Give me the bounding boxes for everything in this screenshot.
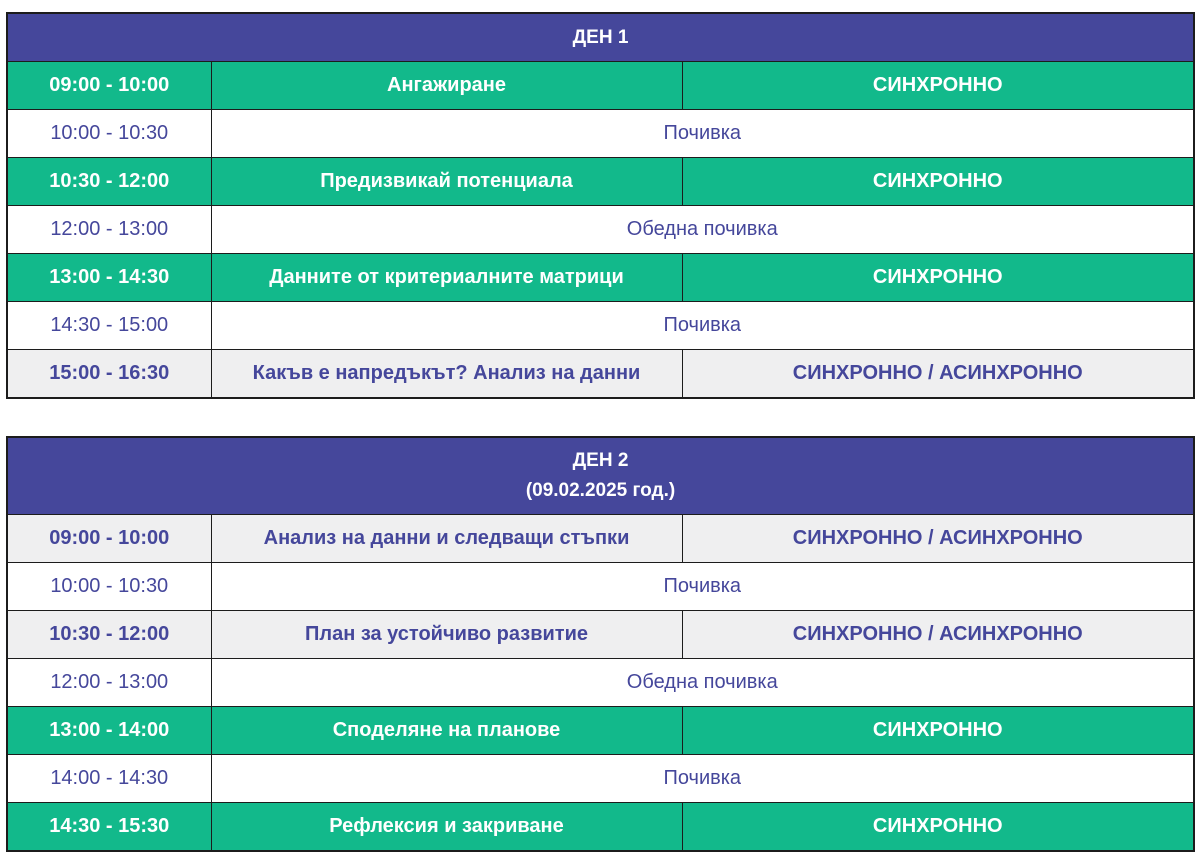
day1-title-text: ДЕН 1: [572, 26, 629, 48]
time-slot: 12:00 - 13:00: [7, 659, 211, 707]
day1-title: [7, 13, 1194, 62]
time-slot: 13:00 - 14:00: [7, 707, 211, 755]
schedule-row: [7, 158, 1194, 206]
break-label: Почивка: [211, 110, 1194, 158]
schedule-row: [7, 350, 1194, 399]
delivery-mode: СИНХРОННО: [682, 254, 1194, 302]
schedule-row: [7, 659, 1194, 707]
day2-date: (09.02.2025 год.): [525, 480, 676, 501]
break-label: Обедна почивка: [211, 206, 1194, 254]
time-slot: 14:00 - 14:30: [7, 755, 211, 803]
day2-rows: [7, 515, 1194, 852]
activity-title: Ангажиране: [211, 62, 682, 110]
delivery-mode: СИНХРОННО: [682, 158, 1194, 206]
time-slot: 15:00 - 16:30: [7, 350, 211, 399]
time-slot: 10:00 - 10:30: [7, 110, 211, 158]
schedule-row: [7, 302, 1194, 350]
time-slot: 14:30 - 15:30: [7, 803, 211, 852]
delivery-mode: СИНХРОННО / АСИНХРОННО: [682, 611, 1194, 659]
delivery-mode: СИНХРОННО: [682, 62, 1194, 110]
break-label: Почивка: [211, 755, 1194, 803]
schedule-row: [7, 110, 1194, 158]
schedule-row: [7, 563, 1194, 611]
activity-title: Споделяне на планове: [211, 707, 682, 755]
schedule-row: [7, 62, 1194, 110]
time-slot: 12:00 - 13:00: [7, 206, 211, 254]
activity-title: Какъв е напредъкът? Анализ на данни: [211, 350, 682, 399]
activity-title: План за устойчиво развитие: [211, 611, 682, 659]
time-slot: 09:00 - 10:00: [7, 515, 211, 563]
time-slot: 10:30 - 12:00: [7, 611, 211, 659]
delivery-mode: СИНХРОННО / АСИНХРОННО: [682, 515, 1194, 563]
time-slot: 13:00 - 14:30: [7, 254, 211, 302]
time-slot: 10:30 - 12:00: [7, 158, 211, 206]
schedule-row: [7, 611, 1194, 659]
day1-header-row: [7, 13, 1194, 62]
schedule-row: [7, 254, 1194, 302]
schedule-row: [7, 803, 1194, 852]
time-slot: 14:30 - 15:00: [7, 302, 211, 350]
activity-title: Рефлексия и закриване: [211, 803, 682, 852]
activity-title: Данните от критериалните матрици: [211, 254, 682, 302]
delivery-mode: СИНХРОННО: [682, 803, 1194, 852]
day2-title: [7, 437, 1194, 515]
schedule-row: [7, 755, 1194, 803]
break-label: Обедна почивка: [211, 659, 1194, 707]
schedule-row: [7, 206, 1194, 254]
day2-schedule-table: [6, 436, 1195, 852]
time-slot: 10:00 - 10:30: [7, 563, 211, 611]
delivery-mode: СИНХРОННО: [682, 707, 1194, 755]
day2-title-text: ДЕН 2: [572, 450, 629, 471]
schedule-row: [7, 515, 1194, 563]
break-label: Почивка: [211, 302, 1194, 350]
break-label: Почивка: [211, 563, 1194, 611]
activity-title: Анализ на данни и следващи стъпки: [211, 515, 682, 563]
day1-rows: [7, 62, 1194, 399]
day2-header-row: [7, 437, 1194, 515]
day1-schedule-table: [6, 12, 1195, 399]
delivery-mode: СИНХРОННО / АСИНХРОННО: [682, 350, 1194, 399]
time-slot: 09:00 - 10:00: [7, 62, 211, 110]
schedule-row: [7, 707, 1194, 755]
activity-title: Предизвикай потенциала: [211, 158, 682, 206]
